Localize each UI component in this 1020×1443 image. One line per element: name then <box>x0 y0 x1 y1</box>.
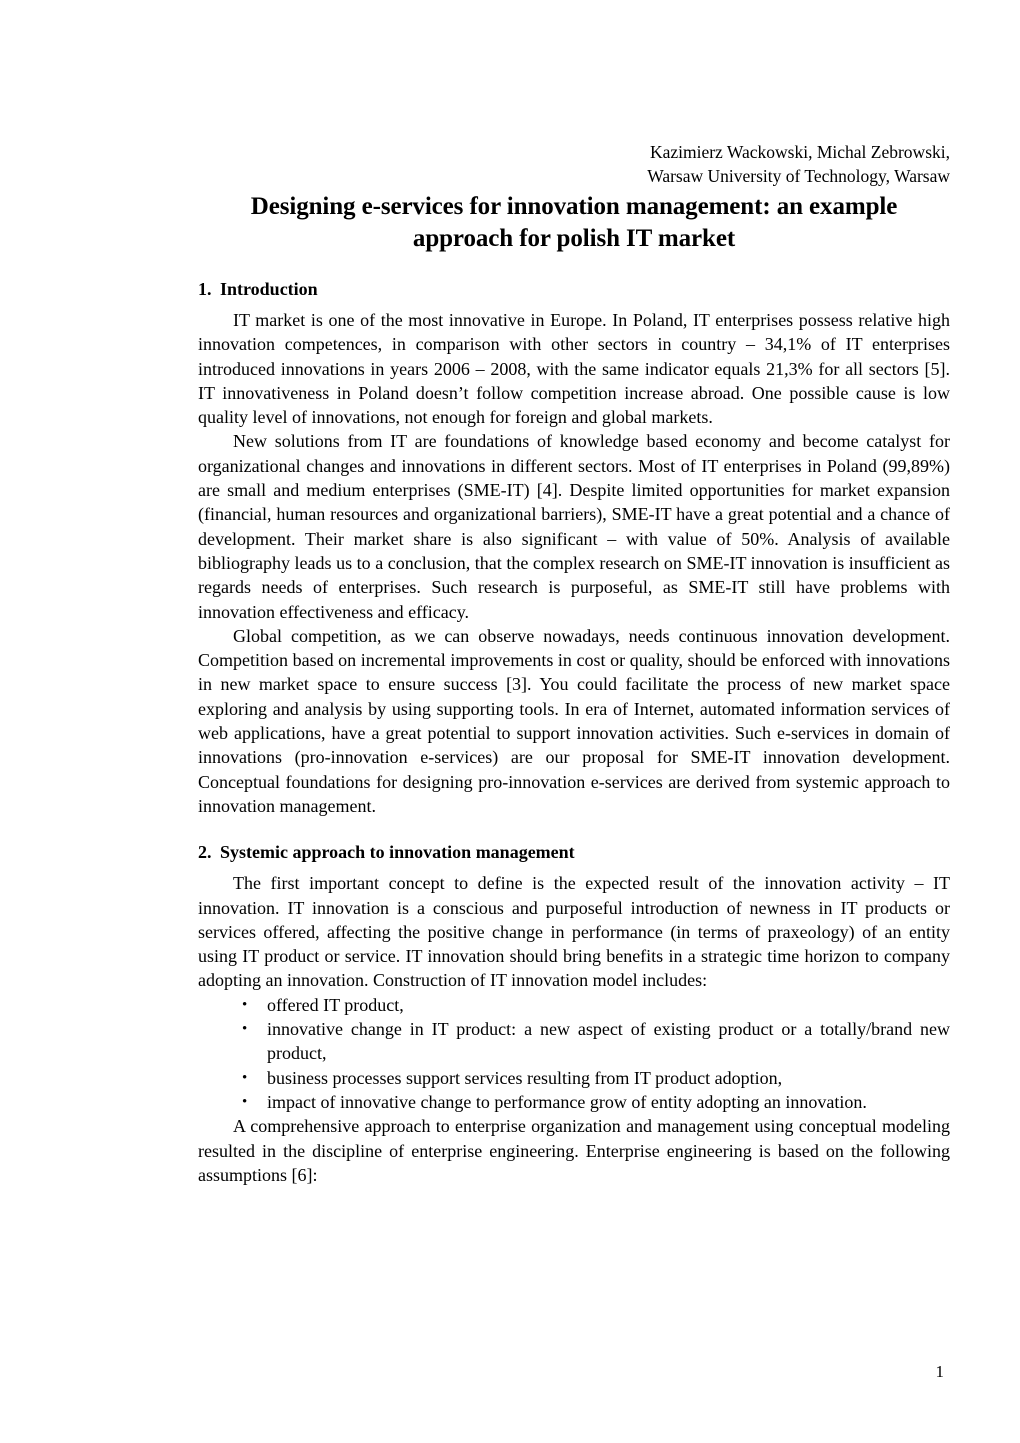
page-number: 1 <box>935 1362 944 1381</box>
bullet-icon: • <box>242 1069 248 1086</box>
section-number-2: 2. <box>198 842 212 863</box>
page-content <box>198 140 950 1187</box>
page-title <box>198 191 950 255</box>
list-item-label: business processes support services resulting from IT product adoption, <box>267 1067 783 1088</box>
bullet-icon: • <box>242 1093 248 1110</box>
author-affiliation: Warsaw University of Technology, Warsaw <box>647 166 950 186</box>
section-heading-1 <box>198 277 950 301</box>
section-title-1: Introduction <box>220 279 318 299</box>
section-1-paragraph-1: IT market is one of the most innovative in Europe. In Poland, IT enterprises possess relative high innovation competences, in comparison with other sectors in country – 34,1% of IT enterprises introduced innovations in years 2006 – 2008, with the same indicator equals 21,3% for all sectors [5]. IT innovativeness in Poland doesn’t follow competition increase abroad. One possible cause is low quality level of innovations, not enough for foreign and global markets. <box>198 310 950 428</box>
section-1-paragraph-3: Global competition, as we can observe nowadays, needs continuous innovation development. Competition based on incremental improvements in cost or quality, should be enforced with innovations in new market space to ensure success [3]. You could facilitate the process of new market space exploring and analysis by using supporting tools. In era of Internet, automated information services of web applications, have a great potential to support innovation activities. Such e-services in domain of innovations (pro-innovation e-services) are our proposal for SME-IT innovation development. Conceptual foundations for designing pro-innovation e-services are derived from systemic approach to innovation management. <box>198 625 950 816</box>
list-item <box>198 1066 950 1090</box>
list-item <box>198 1090 950 1114</box>
title-line-1: Designing e-services for innovation management: an example <box>250 193 898 220</box>
section-number-1: 1. <box>198 279 212 299</box>
innovation-model-list <box>198 993 950 1114</box>
section-heading-2 <box>198 840 950 864</box>
list-item <box>198 993 950 1017</box>
list-item-label: offered IT product, <box>267 994 404 1015</box>
list-item-label: innovative change in IT product: a new aspect of existing product or a totally/brand new product, <box>267 1019 950 1064</box>
section-2-paragraph-2: A comprehensive approach to enterprise organization and management using conceptual modeling resulted in the discipline of enterprise engineering. Enterprise engineering is based on the following assumptions [6]: <box>198 1116 950 1185</box>
section-2-paragraph-1: The first important concept to define is the expected result of the innovation activity – IT innovation. IT innovation is a conscious and purposeful introduction of newness in IT products or services offered, affecting the positive change in performance (in terms of praxeology) of an entity using IT product or service. IT innovation should bring benefits in a strategic time horizon to company adopting an innovation. Construction of IT innovation model includes: <box>198 873 950 991</box>
list-item-label: impact of innovative change to performance grow of entity adopting an innovation. <box>267 1091 867 1112</box>
bullet-icon: • <box>242 996 248 1013</box>
bullet-icon: • <box>242 1021 248 1038</box>
section-title-2: Systemic approach to innovation management <box>220 842 575 863</box>
title-line-2: approach for polish IT market <box>412 225 736 252</box>
list-item <box>198 1017 950 1066</box>
author-header <box>198 140 950 188</box>
section-1-paragraph-2: New solutions from IT are foundations of knowledge based economy and become catalyst for organizational changes and innovations in different sectors. Most of IT enterprises in Poland (99,89%) are small and medium enterprises (SME-IT) [4]. Despite limited opportunities for market expansion (financial, human resources and organizational barriers), SME-IT have a great potential and a chance of development. Their market share is also significant – with value of 50%. Analysis of available bibliography leads us to a conclusion, that the complex research on SME-IT innovation is insufficient as regards needs of enterprises. Such research is purposeful, as SME-IT still have problems with innovation effectiveness and efficacy. <box>198 431 950 622</box>
author-names: Kazimierz Wackowski, Michal Zebrowski, <box>649 142 950 162</box>
